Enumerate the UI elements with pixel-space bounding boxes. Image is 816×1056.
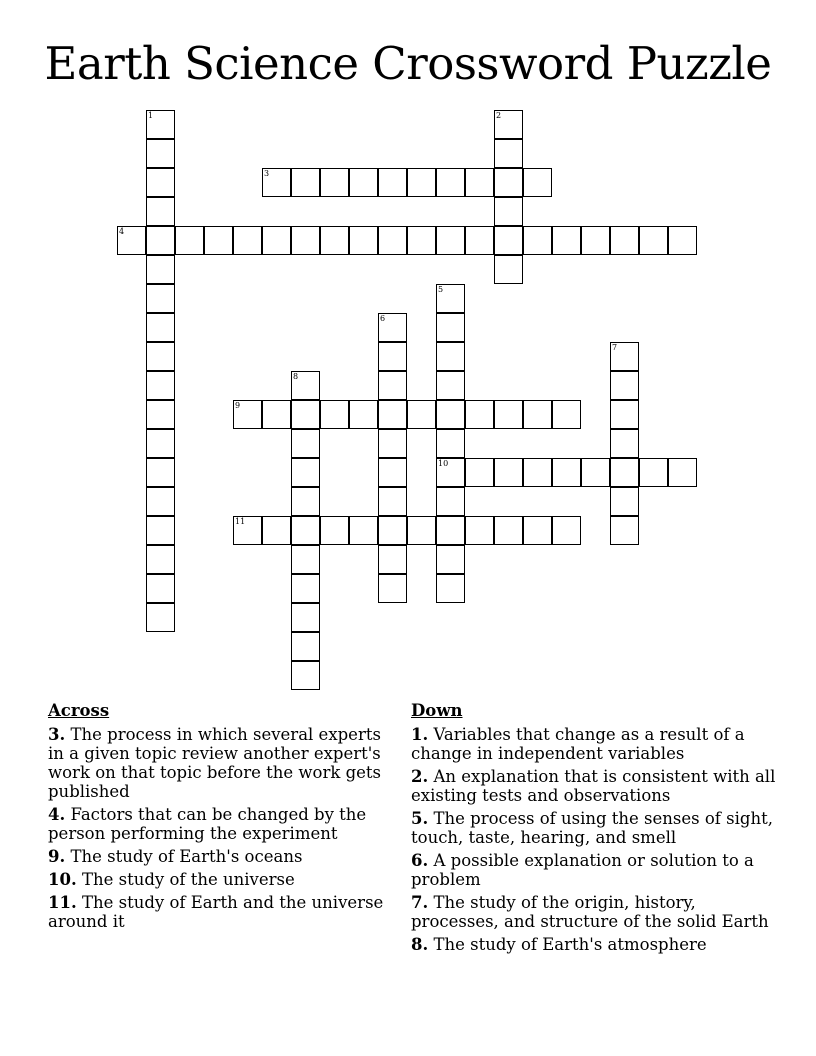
grid-cell[interactable] — [320, 226, 349, 255]
grid-cell[interactable] — [146, 429, 175, 458]
across-clue — [48, 847, 393, 866]
down-clue — [411, 893, 781, 931]
grid-cell[interactable] — [552, 400, 581, 429]
clue-text: The study of Earth and the universe around it — [48, 893, 384, 931]
grid-cell[interactable] — [291, 400, 320, 429]
grid-cell[interactable] — [436, 284, 465, 313]
grid-cell[interactable] — [204, 226, 233, 255]
grid-cell[interactable] — [291, 574, 320, 603]
clue-text: Factors that can be changed by the person performing the experiment — [48, 805, 367, 843]
clue-number: 11. — [48, 893, 77, 912]
across-clue — [48, 893, 393, 931]
grid-cell[interactable] — [146, 255, 175, 284]
grid-cell[interactable] — [523, 400, 552, 429]
grid-cell[interactable] — [436, 313, 465, 342]
grid-cell[interactable] — [262, 400, 291, 429]
grid-cell[interactable] — [494, 226, 523, 255]
down-clue — [411, 935, 781, 954]
clue-number: 8. — [411, 935, 429, 954]
grid-cell[interactable] — [146, 313, 175, 342]
grid-cell[interactable] — [465, 516, 494, 545]
cell-number: 3 — [264, 169, 270, 178]
grid-cell[interactable] — [378, 516, 407, 545]
clue-number: 9. — [48, 847, 66, 866]
grid-cell[interactable] — [378, 342, 407, 371]
grid-cell[interactable] — [523, 168, 552, 197]
grid-cell[interactable] — [436, 487, 465, 516]
grid-cell[interactable] — [494, 110, 523, 139]
grid-cell[interactable] — [349, 516, 378, 545]
grid-cell[interactable] — [291, 516, 320, 545]
grid-cell[interactable] — [349, 168, 378, 197]
down-clue — [411, 725, 781, 763]
grid-cell[interactable] — [436, 168, 465, 197]
grid-cell[interactable] — [436, 545, 465, 574]
grid-cell[interactable] — [291, 487, 320, 516]
grid-cell[interactable] — [349, 400, 378, 429]
grid-cell[interactable] — [378, 458, 407, 487]
grid-cell[interactable] — [146, 168, 175, 197]
cell-number: 7 — [612, 343, 618, 352]
clue-text: The study of the universe — [81, 870, 295, 889]
grid-cell[interactable] — [146, 139, 175, 168]
grid-cell[interactable] — [146, 110, 175, 139]
down-heading: Down — [411, 701, 463, 720]
grid-cell[interactable] — [494, 197, 523, 226]
page-title: Earth Science Crossword Puzzle — [44, 37, 772, 90]
grid-cell[interactable] — [610, 342, 639, 371]
grid-cell[interactable] — [610, 516, 639, 545]
cell-number: 2 — [496, 111, 502, 120]
grid-cell[interactable] — [146, 197, 175, 226]
grid-cell[interactable] — [668, 226, 697, 255]
down-clue — [411, 809, 781, 847]
grid-cell[interactable] — [291, 458, 320, 487]
grid-cell[interactable] — [146, 487, 175, 516]
grid-cell[interactable] — [494, 458, 523, 487]
grid-cell[interactable] — [436, 226, 465, 255]
grid-cell[interactable] — [291, 632, 320, 661]
clue-text: The process in which several experts in a given topic review another expert's work on that topic before the work gets published — [48, 725, 381, 801]
grid-cell[interactable] — [668, 458, 697, 487]
grid-cell[interactable] — [610, 371, 639, 400]
grid-cell[interactable] — [146, 400, 175, 429]
across-clue — [48, 870, 393, 889]
grid-cell[interactable] — [175, 226, 204, 255]
grid-cell[interactable] — [262, 516, 291, 545]
grid-cell[interactable] — [407, 226, 436, 255]
grid-cell[interactable] — [494, 400, 523, 429]
cell-number: 6 — [380, 314, 386, 323]
grid-cell[interactable] — [146, 458, 175, 487]
grid-cell[interactable] — [378, 545, 407, 574]
clue-text: A possible explanation or solution to a problem — [411, 851, 754, 889]
grid-cell[interactable] — [465, 168, 494, 197]
clue-number: 7. — [411, 893, 429, 912]
grid-cell[interactable] — [523, 516, 552, 545]
clue-text: The process of using the senses of sight, touch, taste, hearing, and smell — [411, 809, 773, 847]
grid-cell[interactable] — [407, 400, 436, 429]
grid-cell[interactable] — [610, 487, 639, 516]
grid-cell[interactable] — [378, 313, 407, 342]
grid-cell[interactable] — [436, 400, 465, 429]
grid-cell[interactable] — [291, 603, 320, 632]
clue-number: 4. — [48, 805, 66, 824]
grid-cell[interactable] — [552, 226, 581, 255]
grid-cell[interactable] — [407, 168, 436, 197]
grid-cell[interactable] — [378, 371, 407, 400]
grid-cell[interactable] — [552, 516, 581, 545]
cell-number: 5 — [438, 285, 444, 294]
grid-cell[interactable] — [523, 226, 552, 255]
grid-cell[interactable] — [320, 516, 349, 545]
grid-cell[interactable] — [291, 168, 320, 197]
grid-cell[interactable] — [581, 458, 610, 487]
grid-cell[interactable] — [581, 226, 610, 255]
grid-cell[interactable] — [262, 226, 291, 255]
cell-number: 10 — [438, 459, 449, 468]
grid-cell[interactable] — [436, 574, 465, 603]
grid-cell[interactable] — [465, 400, 494, 429]
grid-cell[interactable] — [291, 371, 320, 400]
grid-cell[interactable] — [610, 429, 639, 458]
grid-cell[interactable] — [146, 226, 175, 255]
grid-cell[interactable] — [378, 574, 407, 603]
grid-cell[interactable] — [436, 342, 465, 371]
grid-cell[interactable] — [291, 545, 320, 574]
grid-cell[interactable] — [320, 168, 349, 197]
grid-cell[interactable] — [407, 516, 436, 545]
grid-cell[interactable] — [146, 545, 175, 574]
down-clue — [411, 851, 781, 889]
clue-number: 2. — [411, 767, 429, 786]
grid-cell[interactable] — [291, 429, 320, 458]
across-clues — [48, 701, 393, 935]
clue-text: An explanation that is consistent with all existing tests and observations — [411, 767, 776, 805]
grid-cell[interactable] — [436, 371, 465, 400]
clue-number: 10. — [48, 870, 77, 889]
cell-number: 1 — [148, 111, 154, 120]
cell-number: 9 — [235, 401, 241, 410]
across-clue — [48, 805, 393, 843]
grid-cell[interactable] — [610, 400, 639, 429]
grid-cell[interactable] — [262, 168, 291, 197]
grid-cell[interactable] — [552, 458, 581, 487]
grid-cell[interactable] — [610, 458, 639, 487]
grid-cell[interactable] — [233, 516, 262, 545]
grid-cell[interactable] — [146, 342, 175, 371]
grid-cell[interactable] — [146, 603, 175, 632]
grid-cell[interactable] — [146, 574, 175, 603]
clue-text: The study of the origin, history, processes, and structure of the solid Earth — [411, 893, 769, 931]
grid-cell[interactable] — [494, 168, 523, 197]
grid-cell[interactable] — [291, 661, 320, 690]
grid-cell[interactable] — [378, 226, 407, 255]
grid-cell[interactable] — [117, 226, 146, 255]
grid-cell[interactable] — [320, 400, 349, 429]
cell-number: 11 — [235, 517, 246, 526]
cell-number: 8 — [293, 372, 299, 381]
grid-cell[interactable] — [436, 429, 465, 458]
grid-cell[interactable] — [378, 487, 407, 516]
grid-cell[interactable] — [146, 371, 175, 400]
down-clue — [411, 767, 781, 805]
grid-cell[interactable] — [465, 458, 494, 487]
down-clues — [411, 701, 781, 958]
grid-cell[interactable] — [610, 226, 639, 255]
grid-cell[interactable] — [378, 429, 407, 458]
grid-cell[interactable] — [378, 168, 407, 197]
grid-cell[interactable] — [349, 226, 378, 255]
across-heading: Across — [48, 701, 110, 720]
grid-cell[interactable] — [436, 516, 465, 545]
grid-cell[interactable] — [523, 458, 552, 487]
grid-cell[interactable] — [233, 226, 262, 255]
grid-cell[interactable] — [494, 516, 523, 545]
clue-text: The study of Earth's oceans — [70, 847, 303, 866]
clue-number: 5. — [411, 809, 429, 828]
grid-cell[interactable] — [378, 400, 407, 429]
cell-number: 4 — [119, 227, 125, 236]
grid-cell[interactable] — [639, 458, 668, 487]
grid-cell[interactable] — [146, 284, 175, 313]
clue-number: 3. — [48, 725, 66, 744]
clue-number: 6. — [411, 851, 429, 870]
grid-cell[interactable] — [494, 139, 523, 168]
grid-cell[interactable] — [146, 516, 175, 545]
grid-cell[interactable] — [436, 458, 465, 487]
grid-cell[interactable] — [291, 226, 320, 255]
clue-text: Variables that change as a result of a change in independent variables — [411, 725, 745, 763]
grid-cell[interactable] — [233, 400, 262, 429]
clue-text: The study of Earth's atmosphere — [433, 935, 707, 954]
grid-cell[interactable] — [639, 226, 668, 255]
grid-cell[interactable] — [494, 255, 523, 284]
grid-cell[interactable] — [465, 226, 494, 255]
clue-number: 1. — [411, 725, 429, 744]
across-clue — [48, 725, 393, 801]
